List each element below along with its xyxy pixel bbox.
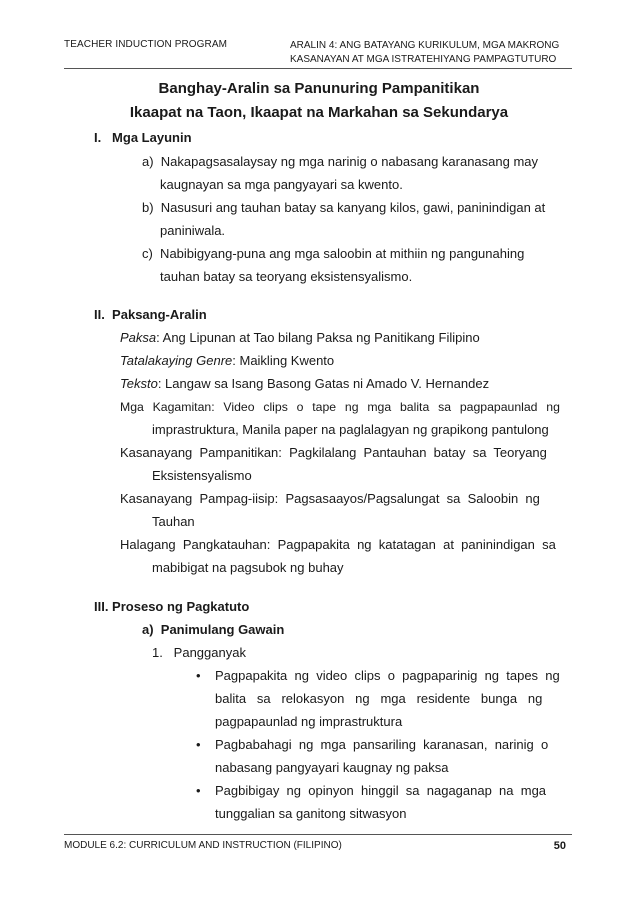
pampanitikan-line2: Eksistensyalismo: [152, 468, 252, 483]
pampanitikan-line1: Kasanayang Pampanitikan: Pagkilalang Pantauhan batay sa Teoryang: [120, 445, 547, 460]
page-number: 50: [553, 840, 566, 852]
objective-b-line2: paniniwala.: [160, 223, 226, 238]
bullet-3-line1: Pagbibigay ng opinyon hinggil sa nagaganap na mga: [215, 783, 547, 798]
teksto-value: : Langaw sa Isang Basong Gatas ni Amado V. Hernandez: [157, 376, 490, 391]
bullet-3-line2: tunggalian sa ganitong sitwasyon: [215, 806, 407, 821]
pampag-line2: Tauhan: [152, 514, 195, 529]
kagamitan-line2: imprastruktura, Manila paper na paglalagyan ng grapikong pantulong: [152, 422, 549, 437]
objective-a-line1: a) Nakapagsasalaysay ng mga narinig o nabasang karanasang may: [142, 154, 539, 169]
objective-a-line2: kaugnayan sa mga pangyayari sa kwento.: [160, 177, 403, 192]
objective-b-line1: b) Nasusuri ang tauhan batay sa kanyang kilos, gawi, paninindigan at: [142, 200, 546, 215]
halagang-line2: mabibigat na pagsubok ng buhay: [152, 560, 344, 575]
bullet-icon: •: [196, 783, 201, 798]
bullet-2-line2: nabasang pangyayari kaugnay ng paksa: [215, 760, 449, 775]
header-divider: [64, 68, 572, 69]
section-2-heading: II. Paksang-Aralin: [94, 307, 207, 322]
section-1-heading: I. Mga Layunin: [94, 130, 192, 145]
bullet-2-line1: Pagbabahagi ng mga pansariling karanasan, narinig o: [215, 737, 549, 752]
subsection-a-heading: a) Panimulang Gawain: [142, 622, 285, 637]
item-1-pangganyak: 1. Pangganyak: [152, 645, 246, 660]
paksa-value: : Ang Lipunan at Tao bilang Paksa ng Panitikang Filipino: [156, 330, 480, 345]
teksto-label: Teksto: [120, 376, 158, 391]
genre-line: [120, 353, 334, 369]
section-3-heading: III. Proseso ng Pagkatuto: [94, 599, 250, 614]
genre-label: Tatalakaying Genre: [120, 353, 233, 368]
bullet-1-line3: pagpapaunlad ng imprastruktura: [215, 714, 403, 729]
footer-divider: [64, 834, 572, 835]
bullet-1-line1: Pagpapakita ng video clips o pagpaparinig ng tapes ng: [215, 668, 560, 683]
document-title: Banghay-Aralin sa Panunuring Pampanitikan: [158, 80, 480, 97]
paksa-label: Paksa: [120, 330, 157, 345]
document-subtitle: Ikaapat na Taon, Ikaapat na Markahan sa Sekundarya: [129, 104, 509, 121]
header-program: TEACHER INDUCTION PROGRAM: [64, 39, 228, 50]
header-lesson-line2: KASANAYAN AT MGA ISTRATEHIYANG PAMPAGTUTURO: [290, 54, 557, 65]
genre-value: : Maikling Kwento: [232, 353, 335, 368]
bullet-icon: •: [196, 668, 201, 683]
bullet-1-line2: balita sa relokasyon ng mga residente bunga ng: [215, 691, 543, 706]
paksa-line: [120, 330, 480, 346]
halagang-line1: Halagang Pangkatauhan: Pagpapakita ng katatagan at paninindigan sa: [120, 537, 556, 552]
objective-c-line1: c) Nabibigyang-puna ang mga saloobin at mithiin ng pangunahing: [142, 246, 525, 261]
bullet-icon: •: [196, 737, 201, 752]
kagamitan-line1: Mga Kagamitan: Video clips o tape ng mga balita sa pagpapaunlad ng: [120, 400, 560, 414]
objective-c-line2: tauhan batay sa teoryang eksistensyalismo.: [160, 269, 413, 284]
footer-module: MODULE 6.2: CURRICULUM AND INSTRUCTION (FILIPINO): [64, 840, 342, 851]
header-lesson-line1: ARALIN 4: ANG BATAYANG KURIKULUM, MGA MAKRONG: [290, 40, 560, 51]
teksto-line: [120, 376, 489, 392]
header-lesson: [290, 39, 565, 67]
pampag-line1: Kasanayang Pampag-iisip: Pagsasaayos/Pagsalungat sa Saloobin ng: [120, 491, 540, 506]
